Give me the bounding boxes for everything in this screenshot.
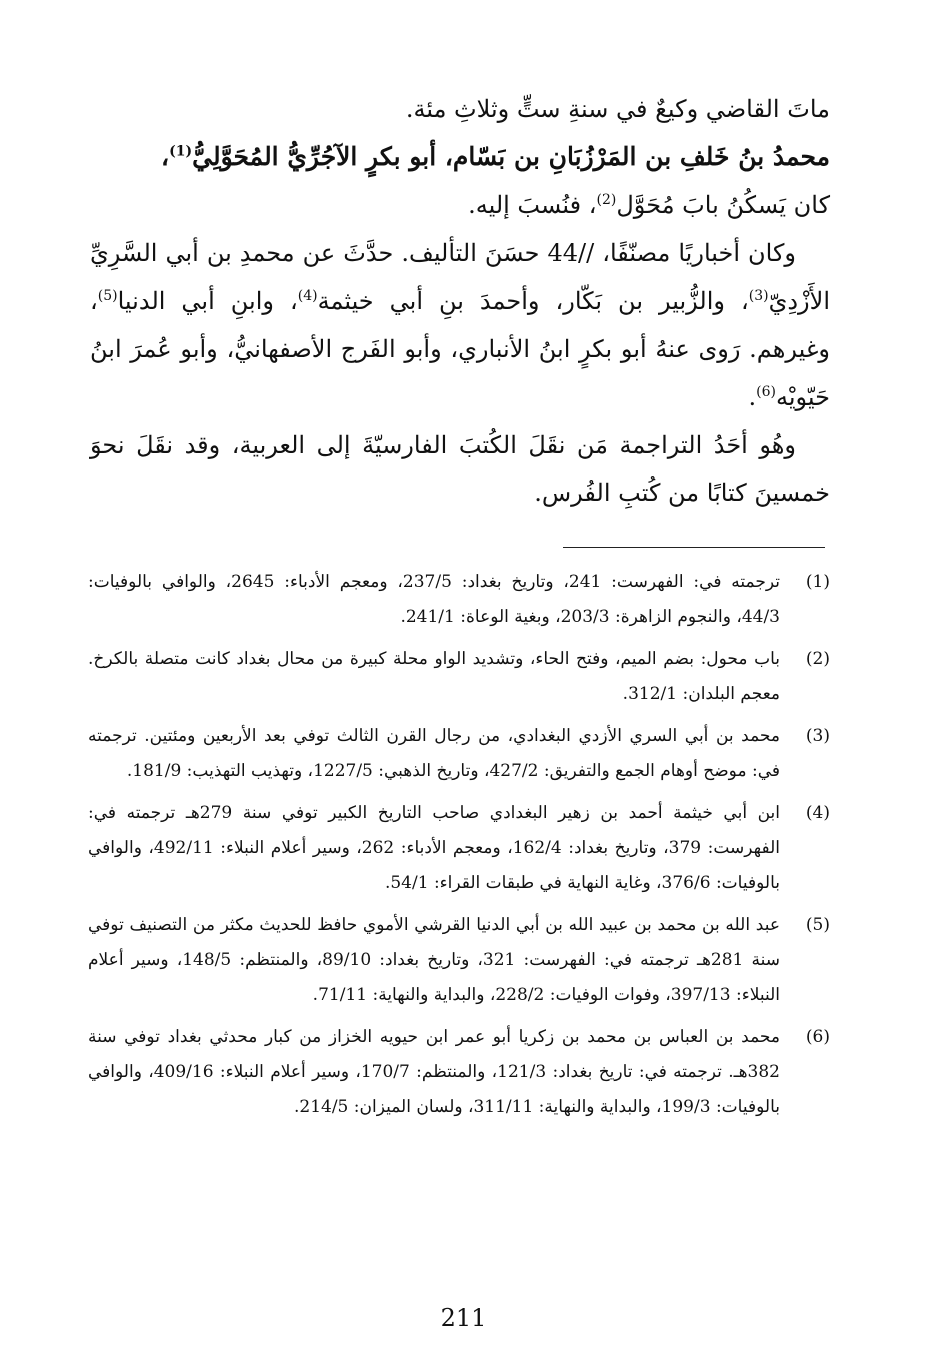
- footnote-number: (3): [805, 726, 830, 746]
- footnote-text: ترجمته في: الفهرست: 241، وتاريخ بغداد: 237/5، ومعجم الأدباء: 2645، والوافي بالوفيات: 44/3، والنجوم الزاهرة: 203/3، وبغية الوعاة: 241/1.: [88, 572, 780, 627]
- footnote: [88, 796, 830, 901]
- page-number: 211: [440, 1304, 487, 1332]
- footnote-ref-3[interactable]: (3): [748, 288, 769, 304]
- footnote-number: (2): [805, 649, 830, 669]
- footnote-text: ابن أبي خيثمة أحمد بن زهير البغدادي صاحب التاريخ الكبير توفي سنة 279هـ ترجمته في: الفهرست: 379، وتاريخ بغداد: 162/4، ومعجم الأدباء: 262، وسير أعلام النبلاء: 492/11، والوافي بالوفيات: 376/6، وغاية النهاية في طبقات القراء: 54/1.: [88, 803, 780, 893]
- footnote-text: محمد بن العباس بن محمد بن زكريا أبو عمر ابن حيويه الخزاز من كبار محدثي بغداد توفي سنة 382هـ. ترجمته في: تاريخ بغداد: 121/3، والمنتظم: 170/7، وسير أعلام النبلاء: 409/16، والوافي بالوفيات: 199/3، والبداية والنهاية: 311/11، ولسان الميزان: 214/5.: [88, 1027, 780, 1117]
- paragraph-residence: كان يَسكُنُ بابَ مُحَوَّل$^{(2)}$، فنُسبَ إليه.: [468, 191, 830, 219]
- footnote-number: (1): [805, 572, 830, 592]
- footnote-text: محمد بن أبي السري الأزدي البغدادي، من رجال القرن الثالث توفي بعد الأربعين ومئتين. ترجمته في: موضح أوهام الجمع والتفريق: 427/2، وتاريخ الذهبي: 1227/5، وتهذيب التهذيب: 181/9.: [88, 726, 780, 781]
- footnote-ref-4[interactable]: (4): [297, 288, 318, 304]
- paragraph-teachers: وكان أخباريًا مصنّفًا، //44 حسَنَ التأليف. حدَّثَ عن محمدِ بن أبي السَّرِيِّ الأَزْدِيّ$^{(3)}$، والزُّبير بن بَكّار، وأحمدَ بنِ أبي خيثمة$^{(4)}$، وابنِ أبي الدنيا$^{(5)}$، وغيرهم. رَوى عنهُ أبو بكرٍ ابنُ الأنباري، وأبو الفَرج الأصفهانيُّ، وأبو عُمرَ ابنُ حَيّويْه$^{(6)}$.: [90, 239, 830, 411]
- footnote-number: (4): [805, 803, 830, 823]
- footnote: [88, 565, 830, 635]
- footnote-ref-2[interactable]: (2): [596, 192, 617, 208]
- biography-heading: محمدُ بنُ خَلفِ بن المَرْزُبَانِ بن بَسّام، أبو بكرٍ الآجُرِّيُّ المُحَوَّلِيُّ$^{(1)}$،: [161, 142, 830, 171]
- footnote: [88, 719, 830, 789]
- paragraph-translator: وهُو أحَدُ التراجمة مَن نقَلَ الكُتبَ الفارسيّةَ إلى العربية، وقد نقَلَ نحوَ خمسينَ كتابًا من كُتبِ الفُرس.: [90, 431, 830, 507]
- footnote: [88, 642, 830, 712]
- footnote-number: (6): [805, 1027, 830, 1047]
- biography-name: محمدُ بنُ خَلفِ بن المَرْزُبَانِ بن بَسّام، أبو بكرٍ الآجُرِّيُّ المُحَوَّلِيُّ: [192, 142, 830, 171]
- footnote-number: (5): [805, 915, 830, 935]
- footnote-ref-6[interactable]: (6): [756, 384, 776, 400]
- footnote-text: عبد الله بن محمد بن عبيد الله بن أبي الدنيا القرشي الأموي حافظ للحديث مكثر من التصنيف توفي سنة 281هـ ترجمته في: الفهرست: 321، وتاريخ بغداد: 89/10، والمنتظم: 148/5، وسير أعلام النبلاء: 397/13، وفوات الوفيات: 228/2، والبداية والنهاية: 71/11.: [88, 915, 780, 1005]
- footnote-text: باب محول: بضم الميم، وفتح الحاء، وتشديد الواو محلة كبيرة من محال بغداد كانت متصلة بالكرخ. معجم البلدان: 312/1.: [88, 649, 780, 704]
- footnotes-section: [88, 565, 830, 1132]
- footnote-ref-5[interactable]: (5): [97, 288, 118, 304]
- footnote: [88, 908, 830, 1013]
- footnote-separator: [563, 547, 825, 548]
- main-text-block: [90, 85, 830, 517]
- paragraph-death-note: ماتَ القاضي وكيعٌ في سنةِ ستٍّ وثلاثِ مئة.: [405, 95, 830, 123]
- footnote: [88, 1020, 830, 1125]
- footnote-ref-1[interactable]: (1): [169, 143, 193, 160]
